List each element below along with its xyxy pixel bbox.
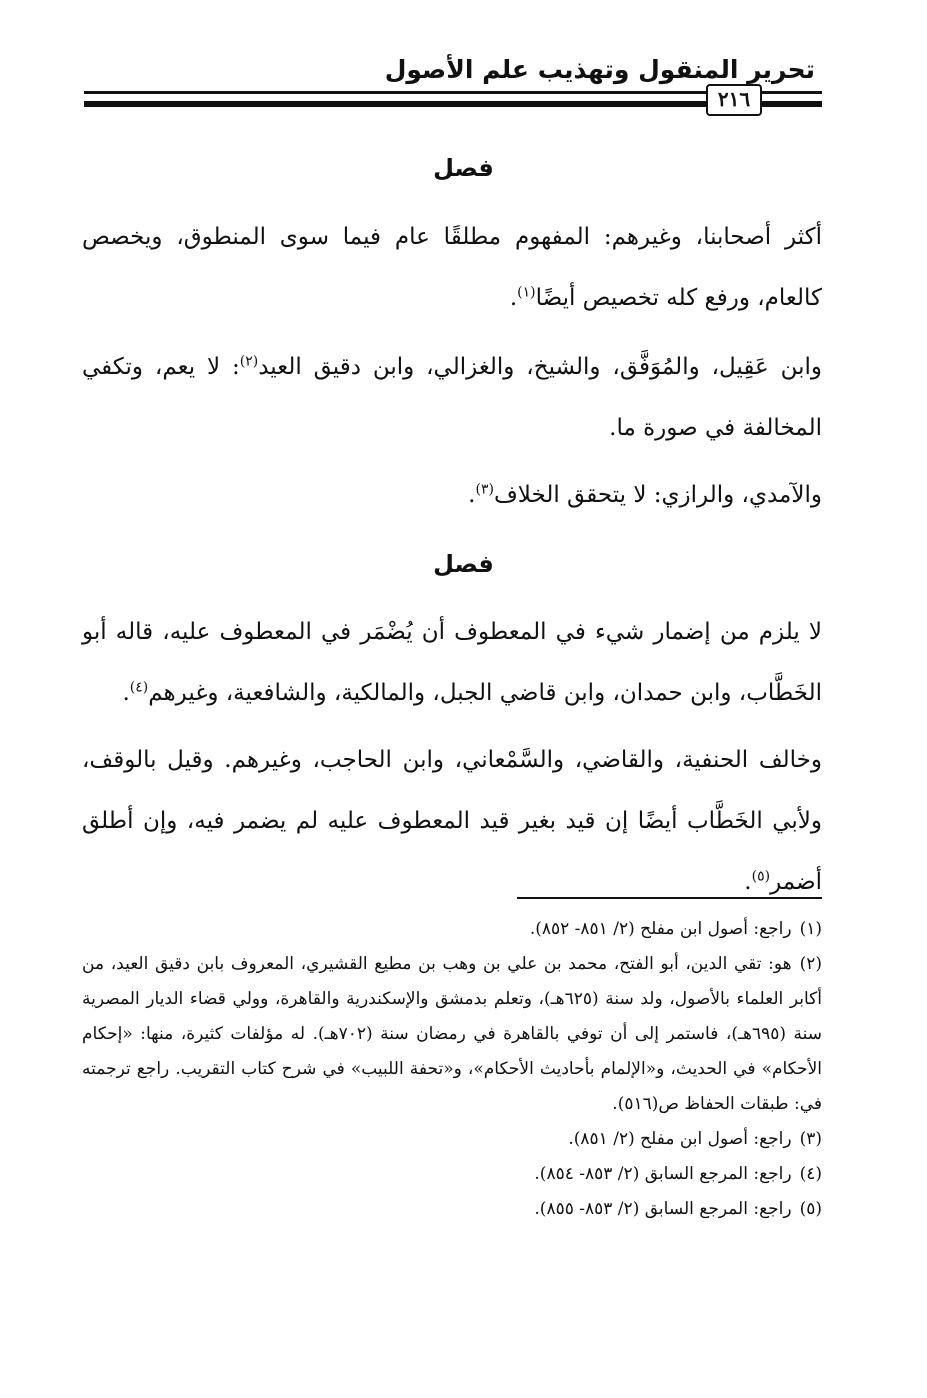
paragraph-tail: : لا يعم، وتكفي المخالفة في صورة ما. bbox=[82, 354, 822, 441]
section-heading: فصل bbox=[433, 154, 494, 182]
footnote-ref: (١) bbox=[517, 284, 536, 301]
paragraph-text: والآمدي، والرازي: لا يتحقق الخلاف bbox=[493, 482, 822, 508]
paragraph bbox=[82, 602, 822, 724]
footnote-ref: (٥) bbox=[751, 868, 771, 885]
footnote-text: راجع: المرجع السابق (٢/ ٨٥٣- ٨٥٤). bbox=[534, 1164, 792, 1184]
footnote-separator bbox=[517, 897, 822, 899]
header-rule-top bbox=[84, 91, 706, 94]
paragraph-text: وابن عَقِيل، والمُوَفَّق، والشيخ، والغزالي، وابن دقيق العيد bbox=[258, 354, 822, 380]
footnote-text: راجع: أصول ابن مفلح (٢/ ٨٥١). bbox=[568, 1129, 792, 1149]
footnote-text: راجع: أصول ابن مفلح (٢/ ٨٥١- ٨٥٢). bbox=[529, 919, 792, 939]
footnote bbox=[82, 1157, 822, 1192]
paragraph bbox=[82, 337, 822, 459]
footnote-number: (١) bbox=[799, 919, 822, 939]
footnote-text: هو: تقي الدين، أبو الفتح، محمد بن علي بن وهب بن مطيع القشيري، المعروف بابن دقيق العيد، من أكابر العلماء بالأصول، ولد سنة (٦٢٥هـ)، وتعلم بدمشق والإسكندرية والقاهرة، وولي قضاء الديار المصرية سنة (٦٩٥هـ)، فاستمر إلى أن توفي بالقاهرة في رمضان سنة (٧٠٢هـ). له مؤلفات كثيرة، منها: «إحكام الأحكام» في الحديث، و«الإلمام بأحاديث الأحكام»، و«تحفة اللبيب» في شرح كتاب التقريب. راجع ترجمته في: طبقات الحفاظ ص(٥١٦). bbox=[82, 954, 822, 1114]
footnote-number: (٢) bbox=[799, 954, 822, 974]
footnote-number: (٣) bbox=[799, 1129, 822, 1149]
footnote-ref: (٤) bbox=[129, 679, 149, 696]
header-rule-bottom bbox=[84, 101, 706, 107]
footnote bbox=[82, 1122, 822, 1157]
paragraph-tail: . bbox=[122, 680, 130, 706]
footnote bbox=[82, 947, 822, 1122]
paragraph-tail: . bbox=[509, 285, 518, 311]
paragraph-text: لا يلزم من إضمار شيء في المعطوف أن يُضْمَر في المعطوف عليه، قاله أبو الخَطَّاب، وابن حمدان، وابن قاضي الجبل، والمالكية، والشافعية، وغيرهم bbox=[82, 619, 822, 706]
footnote-number: (٤) bbox=[799, 1164, 822, 1184]
footnotes bbox=[82, 912, 822, 1227]
paragraph-text: أكثر أصحابنا، وغيرهم: المفهوم مطلقًا عام فيما سوى المنطوق، ويخصص كالعام، ورفع كله تخصيص أيضًا bbox=[82, 224, 822, 311]
footnote-text: راجع: المرجع السابق (٢/ ٨٥٣- ٨٥٥). bbox=[534, 1199, 792, 1219]
section-heading: فصل bbox=[433, 550, 494, 578]
paragraph-tail: . bbox=[744, 869, 752, 895]
footnote-ref: (٣) bbox=[475, 481, 494, 498]
footnote-ref: (٢) bbox=[239, 353, 259, 370]
paragraph bbox=[82, 465, 822, 526]
header-rule-bottom-right bbox=[762, 101, 822, 107]
footnote bbox=[82, 1192, 822, 1227]
header-rule-top-right bbox=[762, 91, 822, 94]
running-title: تحرير المنقول وتهذيب علم الأصول bbox=[384, 55, 815, 84]
footnote bbox=[82, 912, 822, 947]
paragraph-tail: . bbox=[468, 482, 476, 508]
paragraph-text: وخالف الحنفية، والقاضي، والسَّمْعاني، وابن الحاجب، وغيرهم. وقيل بالوقف، ولأبي الخَطَّاب أيضًا إن قيد بغير قيد المعطوف عليه لم يضمر فيه، وإن أطلق أضمر bbox=[82, 747, 822, 895]
paragraph bbox=[82, 730, 822, 913]
page-number: ٢١٦ bbox=[706, 84, 762, 116]
footnote-number: (٥) bbox=[799, 1199, 822, 1219]
paragraph bbox=[82, 207, 822, 329]
